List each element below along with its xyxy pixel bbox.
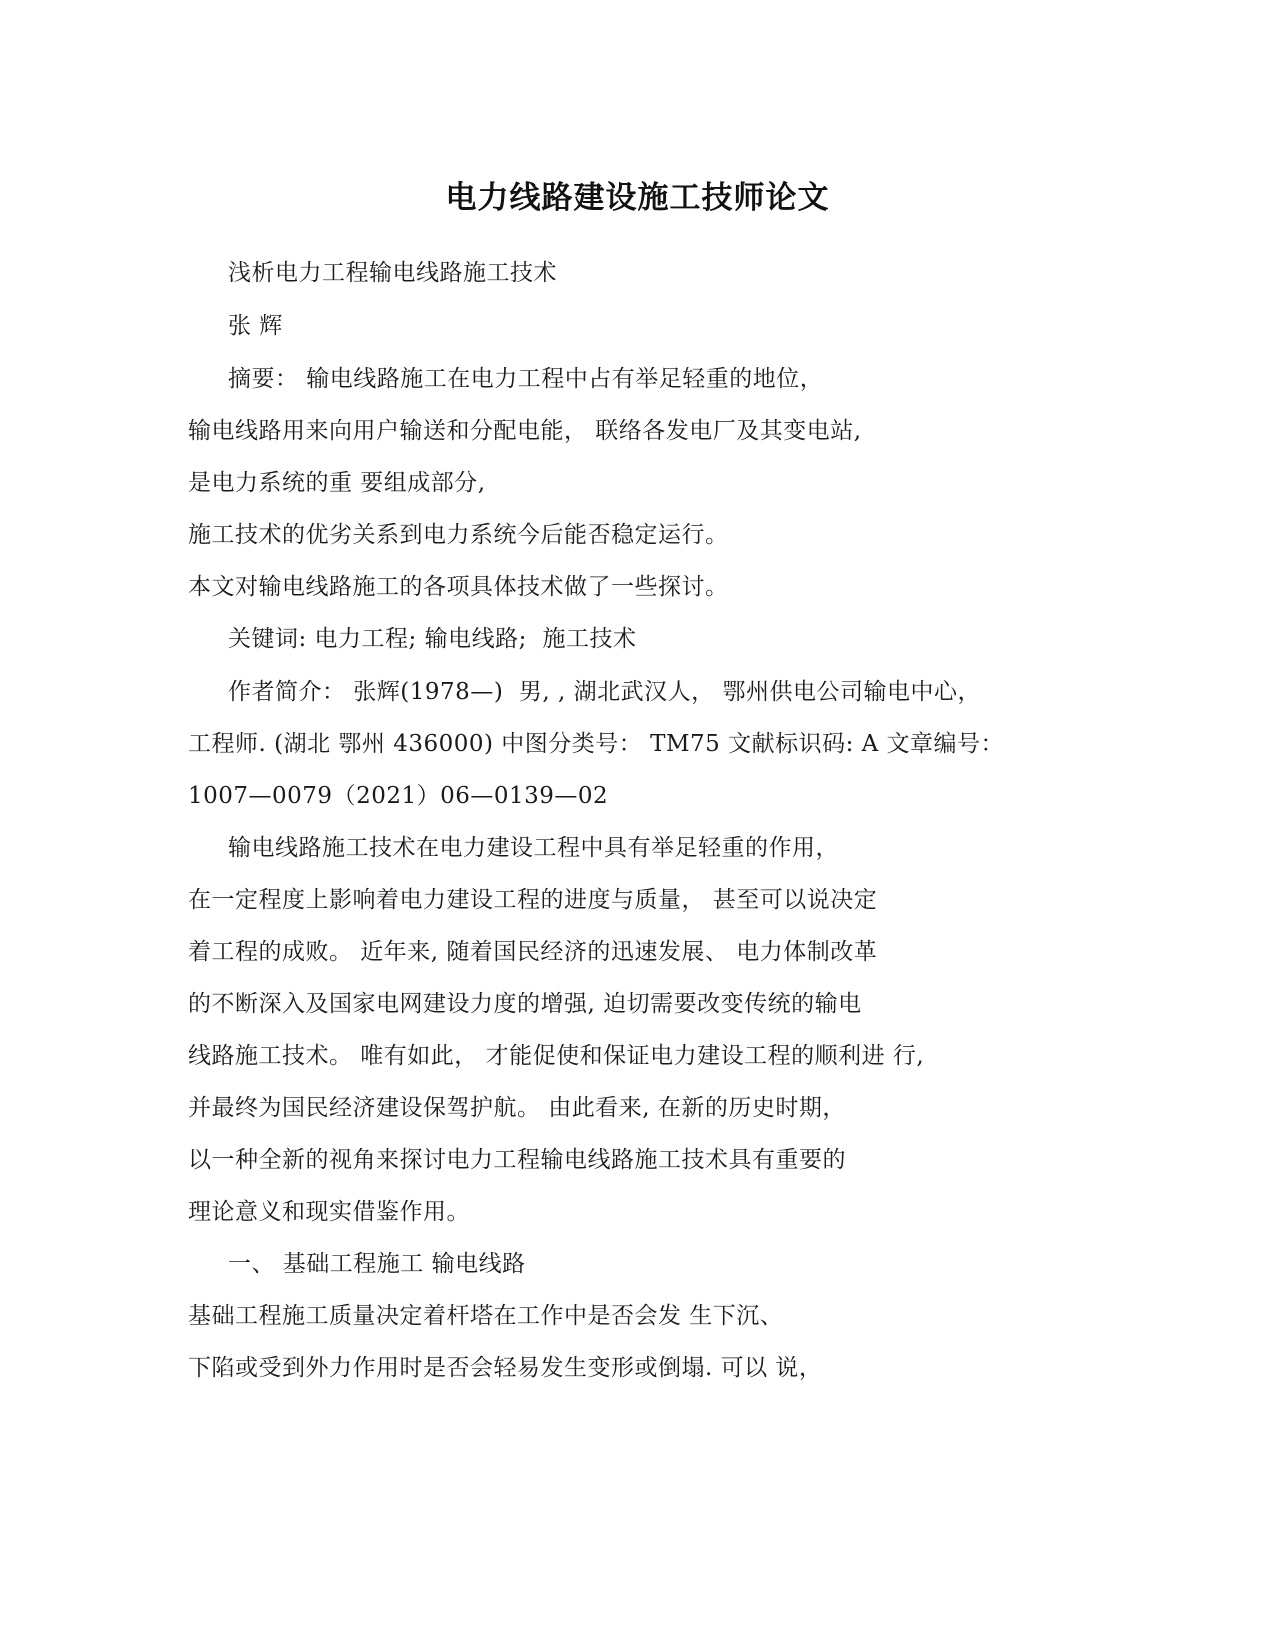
body-line: 的不断深入及国家电网建设力度的增强, 迫切需要改变传统的输电 [188,991,862,1017]
author-name: 张 辉 [228,313,283,339]
abstract-line: 施工技术的优劣关系到电力系统今后能否稳定运行。 [188,522,729,548]
author-bio-line: 工程师. (湖北 鄂州 436000) 中图分类号： TM75 文献标识码: A 文章编号： [188,731,1005,757]
abstract-line: 本文对输电线路施工的各项具体技术做了一些探讨。 [188,574,729,600]
section-heading: 一、 基础工程施工 输电线路 [228,1251,526,1277]
abstract-line: 摘要： 输电线路施工在电力工程中占有举足轻重的地位， [228,366,824,392]
body-line: 基础工程施工质量决定着杆塔在工作中是否会发 生下沉、 [188,1303,784,1329]
author-bio-line: 作者简介： 张辉(1978—) 男, , 湖北武汉人， 鄂州供电公司输电中心， [228,679,981,705]
abstract-line: 是电力系统的重 要组成部分, [188,470,486,496]
body-line: 以一种全新的视角来探讨电力工程输电线路施工技术具有重要的 [188,1147,846,1173]
document-title: 电力线路建设施工技师论文 [445,180,830,216]
article-number-line: 1007—0079（2021）06—0139—02 [188,783,609,809]
keywords-line: 关键词: 电力工程; 输电线路; 施工技术 [228,626,637,652]
body-line: 下陷或受到外力作用时是否会轻易发生变形或倒塌. 可以 说， [188,1355,823,1381]
body-line: 并最终为国民经济建设保驾护航。 由此看来, 在新的历史时期， [188,1095,846,1121]
body-line: 着工程的成败。 近年来, 随着国民经济的迅速发展、 电力体制改革 [188,939,878,965]
body-line: 输电线路施工技术在电力建设工程中具有举足轻重的作用， [228,835,839,861]
body-line: 线路施工技术。 唯有如此， 才能促使和保证电力建设工程的顺利进 行, [188,1043,925,1069]
body-line: 在一定程度上影响着电力建设工程的进度与质量， 甚至可以说决定 [188,887,878,913]
abstract-line: 输电线路用来向用户输送和分配电能， 联络各发电厂及其变电站, [188,418,862,444]
article-subtitle: 浅析电力工程输电线路施工技术 [228,260,557,286]
body-line: 理论意义和现实借鉴作用。 [188,1199,470,1225]
